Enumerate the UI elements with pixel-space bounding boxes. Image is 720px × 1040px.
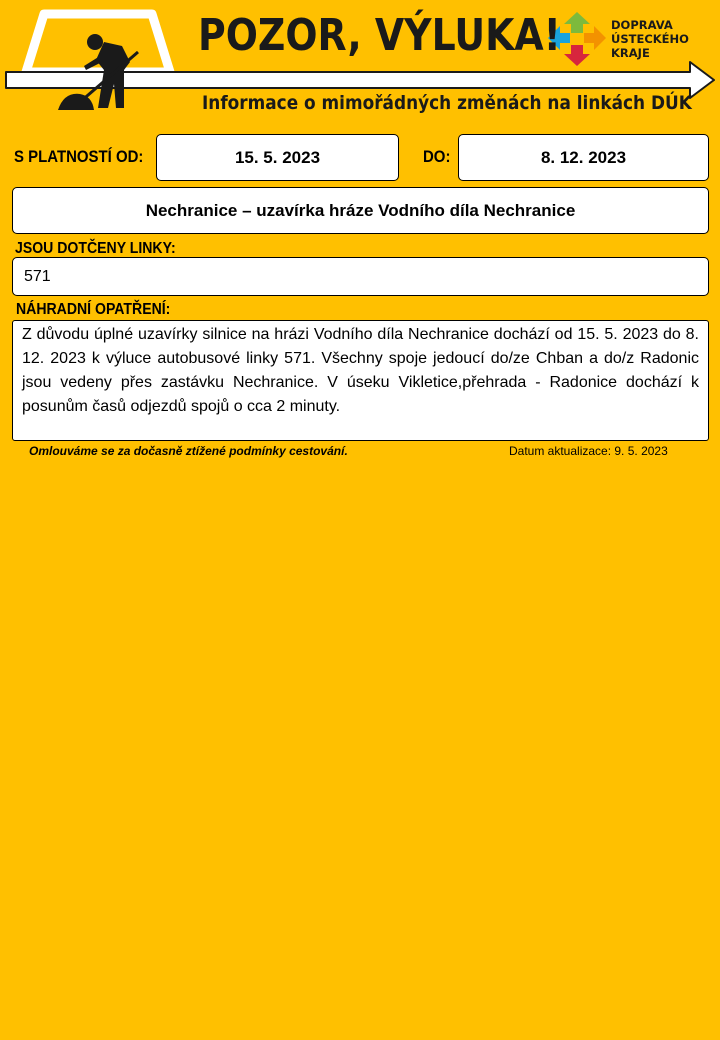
- header-banner: [0, 0, 720, 128]
- subject-box: Nechranice – uzavírka hráze Vodního díla Nechranice: [12, 187, 709, 234]
- affected-lines-field: 571: [12, 257, 709, 296]
- brand-line: ÚSTECKÉHO: [611, 32, 689, 46]
- page-title: POZOR, VÝLUKA!: [198, 10, 561, 61]
- valid-from-label: S PLATNOSTÍ OD:: [14, 147, 144, 166]
- valid-to-field: 8. 12. 2023: [458, 134, 709, 181]
- measures-text: Z důvodu úplné uzavírky silnice na hrázi Vodního díla Nechranice dochází od 15. 5. 2023 do 8. 12. 2023 k výluce autobusové linky 571. Všechny spoje jedoucí do/ze Chban a do/z Radonic jsou vedeny přes zastávku Nechranice. V úseku Vikletice,přehrada - Radonice dochází k posunům časů odjezdů spojů o cca 2 minuty.: [12, 320, 709, 441]
- valid-to-label: DO:: [423, 147, 451, 166]
- measures-label: NÁHRADNÍ OPATŘENÍ:: [16, 301, 171, 318]
- brand-name: [611, 18, 689, 60]
- page-subtitle: Informace o mimořádných změnách na linkách DÚK: [202, 92, 692, 114]
- brand-line: KRAJE: [611, 46, 650, 60]
- apology-note: Omlouváme se za dočasně ztížené podmínky cestování.: [29, 444, 348, 458]
- update-date: Datum aktualizace: 9. 5. 2023: [509, 444, 668, 458]
- valid-from-field: 15. 5. 2023: [156, 134, 399, 181]
- brand-line: DOPRAVA: [611, 18, 673, 32]
- affected-lines-label: JSOU DOTČENY LINKY:: [15, 240, 176, 257]
